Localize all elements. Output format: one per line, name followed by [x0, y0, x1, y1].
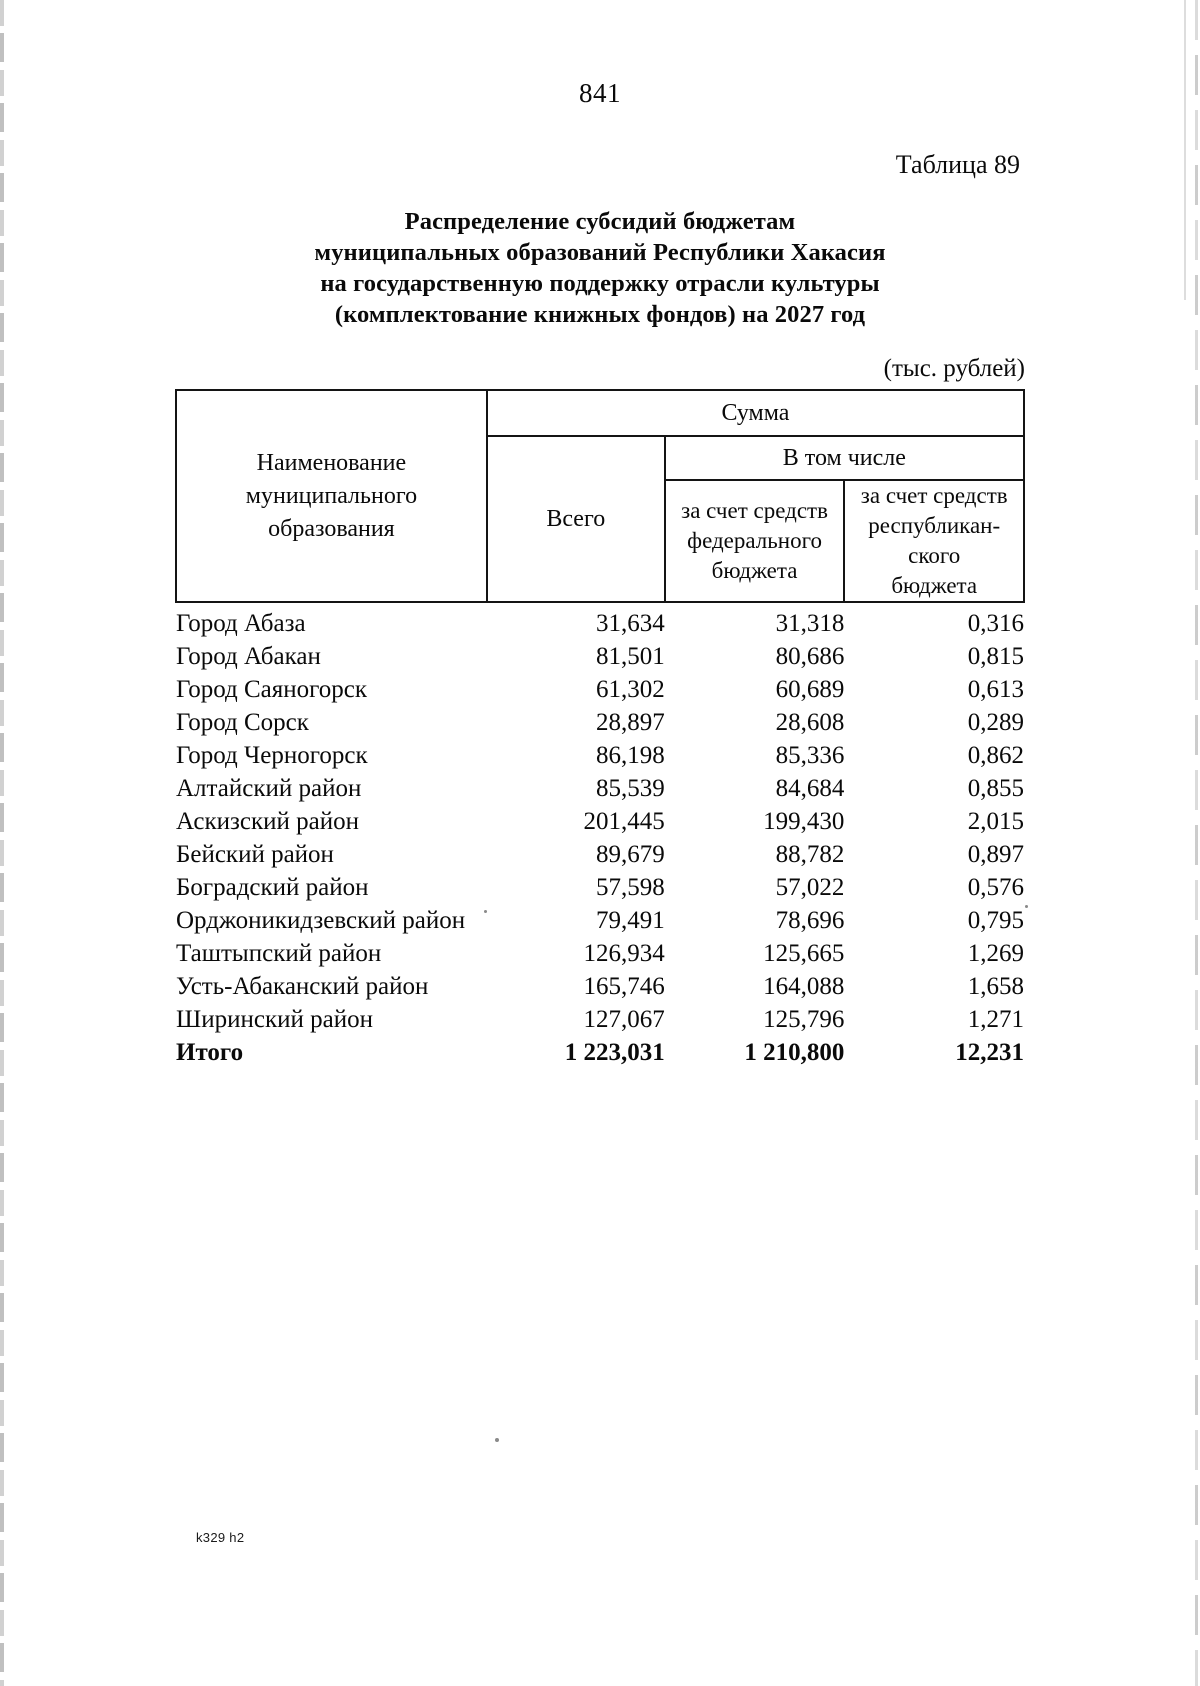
cell-total-sum: 1 223,031: [564, 1039, 665, 1066]
cell-federal: 199,430: [763, 808, 845, 835]
cell-federal: 84,684: [775, 775, 845, 802]
budget-table: [175, 389, 1025, 1070]
header-republican-line-1: за счет средств: [860, 483, 1008, 508]
table-row: [176, 773, 1024, 806]
cell-republican: 1,658: [967, 973, 1024, 1000]
header-republican-budget: [844, 480, 1024, 602]
cell-total: 79,491: [595, 907, 665, 934]
title-line-2: муниципальных образований Республики Хакасия: [314, 239, 886, 266]
cell-total: 85,539: [595, 775, 665, 802]
cell-federal: 125,796: [763, 1006, 845, 1033]
document-title: [0, 206, 1200, 330]
table-row: [176, 872, 1024, 905]
cell-republican: 0,795: [967, 907, 1024, 934]
cell-municipality: Таштыпский район: [176, 940, 382, 967]
cell-total: 81,501: [595, 643, 665, 670]
footer-code: k329 h2: [196, 1530, 245, 1545]
cell-total: 86,198: [595, 742, 665, 769]
header-summa: Сумма: [487, 390, 1024, 436]
cell-municipality: Алтайский район: [176, 775, 362, 802]
header-name-line-3: образования: [268, 515, 395, 542]
header-municipality-name: [176, 390, 487, 602]
page-number: 841: [579, 78, 621, 108]
table-body: [176, 602, 1024, 1070]
cell-municipality: Усть-Абаканский район: [176, 973, 429, 1000]
table-row: [176, 602, 1024, 641]
table-row: [176, 905, 1024, 938]
header-republican-line-4: бюджета: [891, 573, 978, 598]
header-federal-line-1: за счет средств: [681, 498, 828, 523]
cell-municipality: Город Абакан: [176, 643, 321, 670]
cell-total: 201,445: [583, 808, 665, 835]
cell-municipality: Город Черногорск: [176, 742, 368, 769]
cell-municipality: Город Саяногорск: [176, 676, 368, 703]
cell-total-republican: 12,231: [955, 1039, 1024, 1066]
cell-municipality: Город Абаза: [176, 610, 306, 637]
cell-federal: 28,608: [775, 709, 845, 736]
cell-republican: 0,815: [967, 643, 1024, 670]
cell-republican: 0,862: [967, 742, 1024, 769]
scan-speck: [1025, 905, 1028, 908]
cell-total: 126,934: [583, 940, 665, 967]
cell-republican: 0,897: [967, 841, 1024, 868]
cell-municipality: Орджоникидзевский район: [176, 907, 466, 934]
header-republican-line-3: ского: [908, 543, 961, 568]
cell-total: 57,598: [595, 874, 665, 901]
cell-republican: 2,015: [967, 808, 1024, 835]
table-row: [176, 839, 1024, 872]
cell-republican: 0,613: [967, 676, 1024, 703]
cell-total: 28,897: [595, 709, 665, 736]
cell-federal: 60,689: [775, 676, 845, 703]
table-header: [176, 390, 1024, 602]
cell-total-label: Итого: [176, 1039, 244, 1066]
cell-total: 89,679: [595, 841, 665, 868]
header-federal-line-2: федерального: [687, 528, 822, 553]
header-v-tom-chisle: В том числе: [665, 436, 1024, 480]
scan-speck: [495, 1438, 499, 1442]
cell-republican: 0,855: [967, 775, 1024, 802]
table-row: [176, 938, 1024, 971]
table-row: [176, 740, 1024, 773]
cell-total-federal: 1 210,800: [744, 1039, 845, 1066]
header-vsego: Всего: [487, 436, 665, 602]
table-row: [176, 674, 1024, 707]
header-row-1: [176, 390, 1024, 436]
cell-total: 165,746: [583, 973, 665, 1000]
header-name-line-1: Наименование: [256, 449, 407, 476]
cell-total: 127,067: [583, 1006, 665, 1033]
table-row: [176, 707, 1024, 740]
cell-republican: 0,289: [967, 709, 1024, 736]
cell-municipality: Бейский район: [176, 841, 334, 868]
header-republican-line-2: республикан-: [868, 513, 1001, 538]
cell-federal: 85,336: [775, 742, 845, 769]
title-line-3: на государственную поддержку отрасли культуры: [320, 270, 880, 297]
cell-municipality: Город Сорск: [176, 709, 309, 736]
cell-republican: 0,576: [967, 874, 1024, 901]
cell-federal: 164,088: [763, 973, 845, 1000]
table-total-row: [176, 1037, 1024, 1070]
cell-federal: 78,696: [775, 907, 845, 934]
table-caption-label: Таблица 89: [895, 150, 1020, 179]
units-note: (тыс. рублей): [883, 355, 1025, 382]
title-line-1: Распределение субсидий бюджетам: [404, 208, 796, 235]
cell-total: 31,634: [595, 610, 665, 637]
table-row: [176, 1004, 1024, 1037]
title-line-4: (комплектование книжных фондов) на 2027 год: [334, 301, 866, 328]
cell-total: 61,302: [595, 676, 665, 703]
table-row: [176, 641, 1024, 674]
cell-federal: 88,782: [775, 841, 845, 868]
cell-federal: 80,686: [775, 643, 845, 670]
cell-federal: 57,022: [775, 874, 845, 901]
cell-federal: 125,665: [763, 940, 845, 967]
cell-municipality: Ширинский район: [176, 1006, 373, 1033]
table-row: [176, 806, 1024, 839]
header-federal-budget: [665, 480, 845, 602]
header-federal-line-3: бюджета: [711, 558, 798, 583]
cell-republican: 1,269: [967, 940, 1024, 967]
cell-federal: 31,318: [775, 610, 845, 637]
table-row: [176, 971, 1024, 1004]
cell-republican: 0,316: [967, 610, 1024, 637]
header-name-line-2: муниципального: [245, 482, 418, 509]
cell-municipality: Аскизский район: [176, 808, 360, 835]
cell-municipality: Боградский район: [176, 874, 369, 901]
cell-republican: 1,271: [967, 1006, 1024, 1033]
